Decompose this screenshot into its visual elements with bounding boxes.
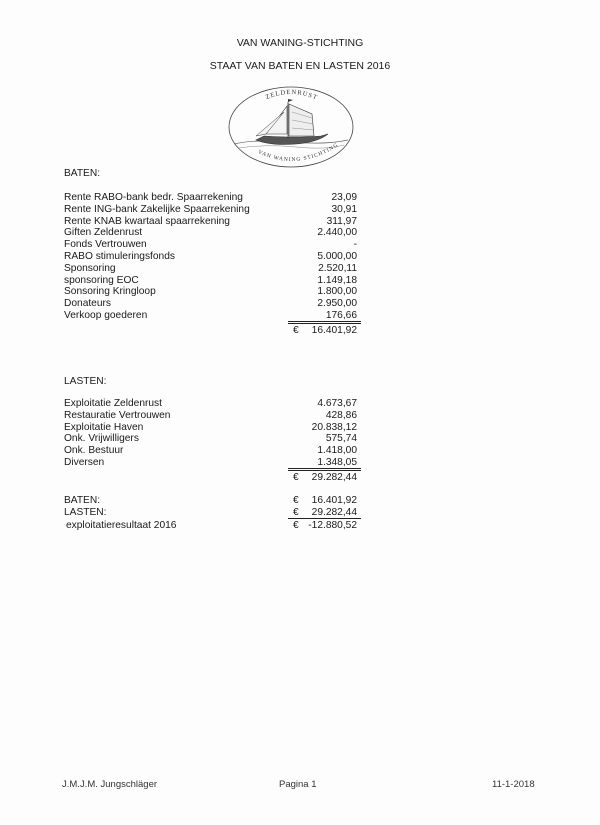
lasten-heading: LASTEN: [64, 376, 107, 387]
baten-row-label: Rente ING-bank Zakelijke Spaarrekening [64, 203, 250, 215]
lasten-total-rule [288, 470, 361, 471]
baten-row-value: 30,91 [331, 203, 357, 215]
baten-row-value: 176,66 [325, 310, 357, 321]
lasten-row-value: 428,86 [325, 409, 357, 421]
baten-total-currency: € [293, 325, 299, 336]
lasten-row-label: Exploitatie Haven [64, 421, 144, 433]
summary-result-currency: € [293, 520, 299, 531]
logo-bottom-text: VAN WANING STICHTING [257, 142, 340, 164]
summary-baten-label: BATEN: [64, 495, 101, 506]
summary-lasten-currency: € [293, 507, 299, 518]
summary-baten-currency: € [293, 495, 299, 506]
summary-result-value: -12.880,52 [308, 520, 357, 531]
document-title: STAAT VAN BATEN EN LASTEN 2016 [209, 60, 391, 72]
baten-row-label: Verkoop goederen [64, 310, 148, 321]
organization-name: VAN WANING-STICHTING [236, 37, 364, 49]
baten-row-label: Rente RABO-bank bedr. Spaarrekening [64, 192, 243, 203]
baten-row-value: 311,97 [326, 215, 357, 227]
lasten-row-label: Exploitatie Zeldenrust [64, 398, 162, 409]
baten-row-label: Sonsoring Kringloop [64, 286, 156, 298]
summary-lasten-label: LASTEN: [64, 507, 107, 518]
baten-row-value: 2.440,00 [317, 227, 357, 239]
baten-row-label: sponsoring EOC [64, 274, 139, 286]
summary-result-label: exploitatieresultaat 2016 [66, 520, 177, 531]
baten-row-value: 2.950,00 [317, 298, 357, 310]
footer-date: 11-1-2018 [492, 779, 535, 790]
ship-logo-icon [226, 84, 356, 170]
lasten-row-value: 575,74 [325, 433, 357, 445]
lasten-total-currency: € [293, 472, 299, 483]
baten-row-value: - [353, 239, 357, 251]
foundation-logo [226, 84, 356, 170]
lasten-row-label: Restauratie Vertrouwen [64, 409, 171, 421]
baten-row-value: 23,09 [331, 192, 357, 203]
lasten-subtotal-rule [288, 468, 361, 469]
lasten-row-label: Onk. Vrijwilligers [64, 433, 139, 445]
baten-row-value: 2.520,11 [318, 262, 357, 274]
baten-row-label: Donateurs [64, 298, 112, 310]
lasten-row-label: Onk. Bestuur [64, 445, 124, 457]
baten-heading: BATEN: [64, 168, 101, 179]
lasten-row-value: 1.348,05 [317, 457, 357, 468]
baten-row-label: RABO stimuleringsfonds [64, 251, 175, 262]
lasten-row-value: 20.838,12 [311, 421, 357, 433]
logo-top-text: ZELDENRUST [264, 88, 319, 102]
baten-total-rule [288, 323, 361, 324]
baten-subtotal-rule [288, 321, 361, 322]
baten-row-label: Giften Zeldenrust [64, 227, 143, 239]
summary-baten-value: 16.401,92 [311, 495, 357, 506]
baten-row-label: Sponsoring [64, 262, 116, 274]
baten-row-label: Rente KNAB kwartaal spaarrekening [64, 215, 230, 227]
baten-row-label: Fonds Vertrouwen [64, 239, 147, 251]
lasten-row-label: Diversen [64, 457, 105, 468]
lasten-total-value: 29.282,44 [311, 472, 357, 483]
lasten-row-value: 1.418,00 [317, 445, 357, 457]
baten-row-value: 5.000,00 [317, 251, 357, 262]
summary-lasten-value: 29.282,44 [311, 507, 357, 518]
lasten-row-value: 4.673,67 [317, 398, 357, 409]
baten-row-value: 1.149,18 [317, 274, 357, 286]
footer-page: Pagina 1 [279, 779, 317, 790]
baten-total-value: 16.401,92 [311, 325, 357, 336]
footer-author: J.M.J.M. Jungschläger [62, 779, 158, 790]
summary-rule [288, 518, 361, 519]
baten-row-value: 1.800,00 [317, 286, 357, 298]
